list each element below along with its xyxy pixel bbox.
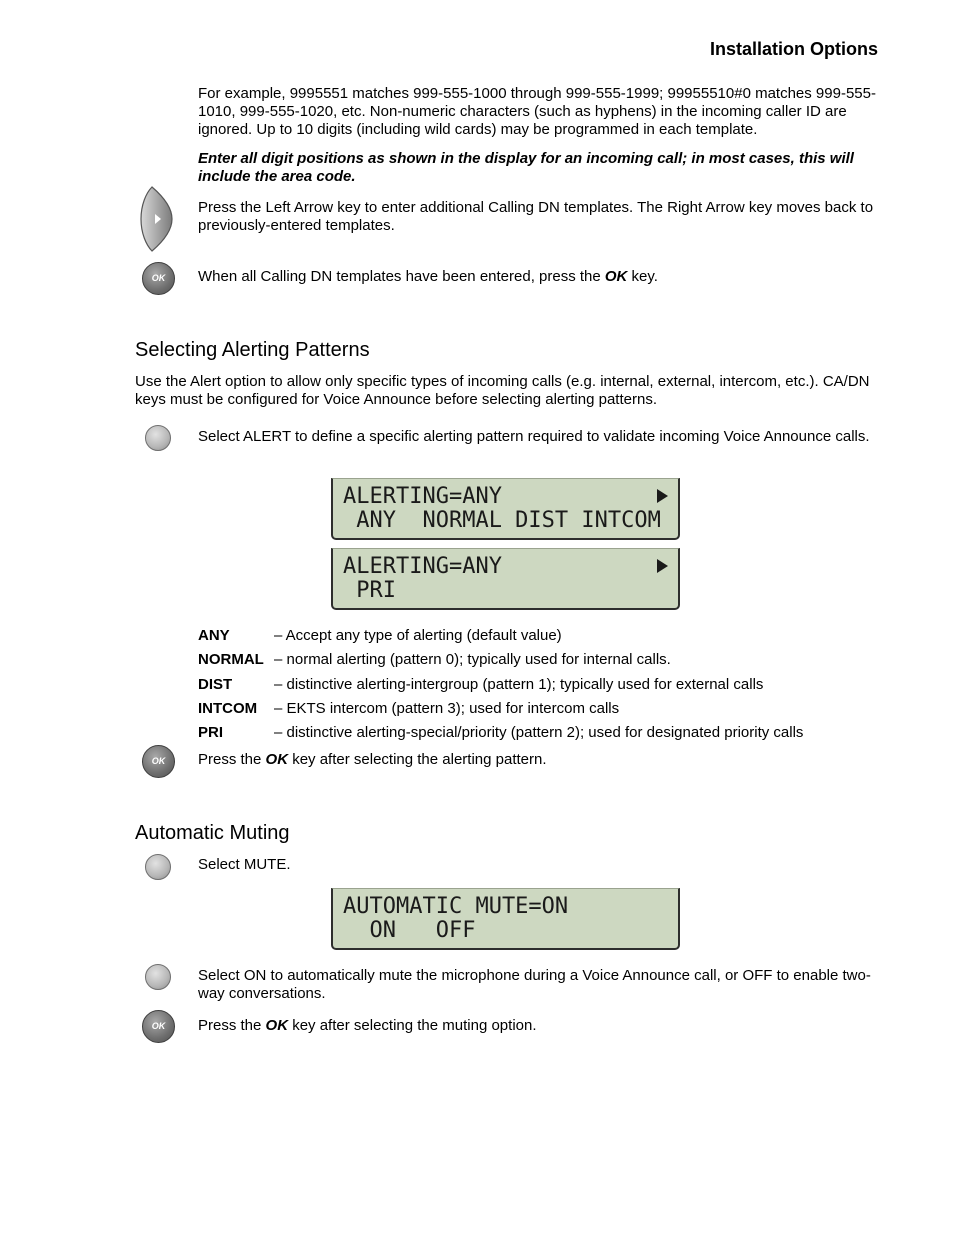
lcd-display-alerting-1 [331, 478, 680, 540]
softkey-icon [145, 425, 171, 451]
section-heading-muting: Automatic Muting [135, 822, 290, 844]
lcd-line-2: ANY NORMAL DIST INTCOM [343, 508, 661, 533]
term-intcom: INTCOM [198, 700, 258, 717]
section-heading-alerting: Selecting Alerting Patterns [135, 339, 370, 361]
navigation-arrow-key-icon [138, 185, 174, 253]
page-header: Installation Options [709, 39, 878, 59]
definition-any: – Accept any type of alerting (default value) [274, 627, 562, 644]
ok-key-icon: OK [142, 262, 175, 295]
ok-key-label: OK [265, 1017, 289, 1034]
muting-ok-instruction [198, 1017, 888, 1035]
instruction-text: Press the [198, 751, 266, 768]
ok-key-icon: OK [142, 745, 175, 778]
lcd-line-2: ON OFF [343, 918, 476, 943]
ok-key-label: OK [265, 751, 289, 768]
softkey-icon [145, 854, 171, 880]
lcd-line-1: ALERTING=ANY [343, 554, 502, 579]
instruction-text: key after selecting the muting option. [288, 1017, 537, 1034]
instruction-text: Press the [198, 1017, 266, 1034]
lcd-display-mute [331, 888, 680, 950]
definition-pri: – distinctive alerting-special/priority (pattern 2); used for designated priority calls [274, 724, 804, 741]
lcd-line-1: ALERTING=ANY [343, 484, 502, 509]
definition-dist: – distinctive alerting-intergroup (pattern 1); typically used for external calls [274, 676, 764, 693]
area-code-note: Enter all digit positions as shown in the display for an incoming call; in most cases, this will include the area code. [198, 150, 854, 185]
instruction-text: key. [627, 268, 658, 285]
instruction-text: When all Calling DN templates have been entered, press the [198, 268, 605, 285]
instruction-text: key after selecting the alerting pattern. [288, 751, 547, 768]
alerting-ok-instruction [198, 751, 888, 769]
templates-ok-instruction [198, 268, 888, 286]
select-alert-instruction: Select ALERT to define a specific alerting pattern required to validate incoming Voice Announce calls. [198, 428, 870, 445]
lcd-line-2: PRI [343, 578, 396, 603]
softkey-icon [145, 964, 171, 990]
lcd-display-alerting-2 [331, 548, 680, 610]
term-any: ANY [198, 627, 230, 644]
ok-key-icon: OK [142, 1010, 175, 1043]
alerting-description: Use the Alert option to allow only specific types of incoming calls (e.g. internal, external, intercom, etc.). CA/DN keys must be configured for Voice Announce before selecting alerting patterns. [135, 373, 870, 408]
lcd-line-1: AUTOMATIC MUTE=ON [343, 894, 569, 919]
right-arrow-icon [657, 559, 668, 573]
term-normal: NORMAL [198, 651, 264, 668]
select-mute-instruction: Select MUTE. [198, 856, 291, 873]
mute-on-off-instruction: Select ON to automatically mute the microphone during a Voice Announce call, or OFF to enable two-way conversations. [198, 967, 871, 1002]
right-arrow-icon [657, 489, 668, 503]
definition-normal: – normal alerting (pattern 0); typically used for internal calls. [274, 651, 671, 668]
definition-intcom: – EKTS intercom (pattern 3); used for intercom calls [274, 700, 620, 717]
term-dist: DIST [198, 676, 233, 693]
term-pri: PRI [198, 724, 224, 741]
ok-key-label: OK [604, 268, 628, 285]
arrow-key-instructions: Press the Left Arrow key to enter additional Calling DN templates. The Right Arrow key moves back to previously-entered templates. [198, 199, 874, 234]
example-paragraph: For example, 9995551 matches 999-555-1000 through 999-555-1999; 99955510#0 matches 999-555-1010, 999-555-1020, etc. Non-numeric characters (such as hyphens) in the incoming caller ID are ignored. Up to 10 digits (including wild cards) may be programmed in each template. [198, 85, 876, 138]
